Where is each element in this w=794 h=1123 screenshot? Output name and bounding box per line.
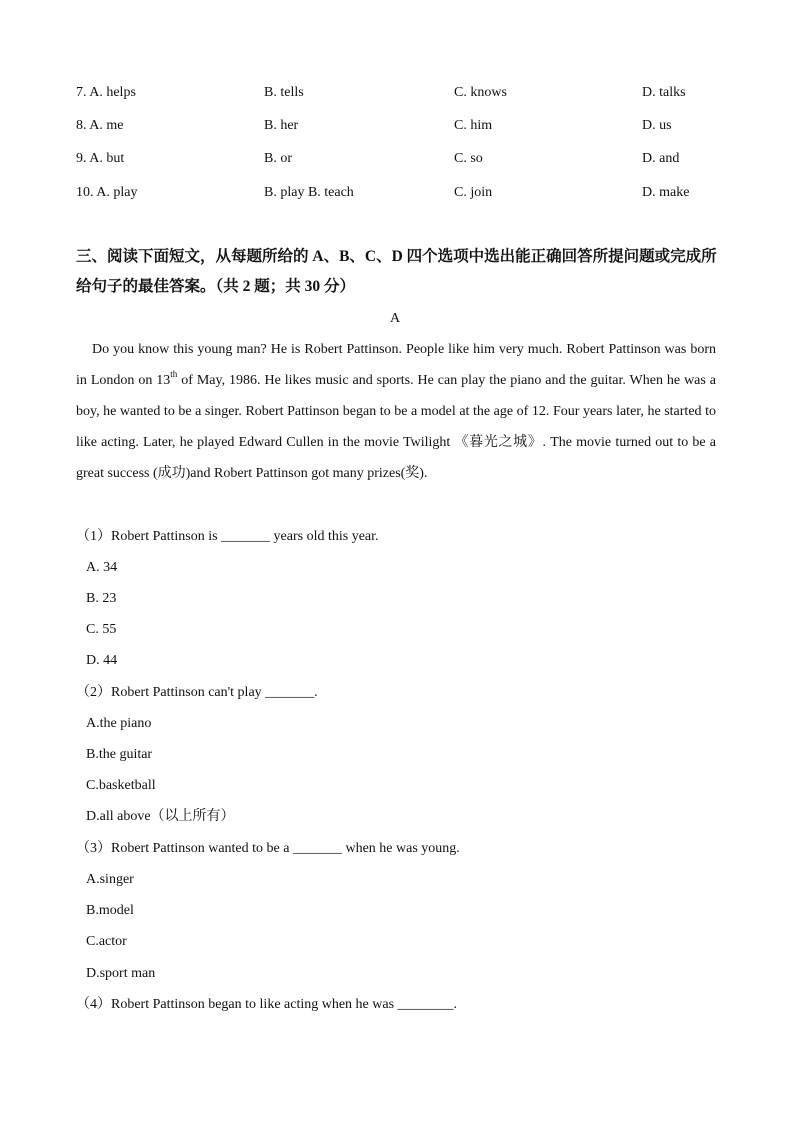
option-b: B. play B. teach — [264, 185, 354, 200]
option-d: D. us — [642, 118, 672, 133]
cloze-option-row — [76, 183, 736, 203]
option-d: D. make — [642, 185, 690, 200]
answer-option: B.the guitar — [86, 747, 153, 762]
passage-text: Do you know this young man? He is Robert Pattinson. People like him very much. Robert Pattinson was born in London on 13 — [76, 342, 716, 388]
option-b: B. tells — [264, 85, 304, 100]
option-a: 10. A. play — [76, 185, 138, 200]
answer-option: A.singer — [86, 872, 134, 887]
option-b: B. her — [264, 118, 299, 133]
question-stem: （4）Robert Pattinson began to like acting when he was ________. — [76, 997, 458, 1012]
option-d: D. and — [642, 151, 680, 166]
option-c: C. join — [454, 185, 493, 200]
answer-option: C.actor — [86, 934, 127, 949]
answer-option: D.all above（以上所有） — [86, 809, 235, 824]
answer-option: A. 34 — [86, 560, 118, 575]
question-stem: （2）Robert Pattinson can't play _______. — [76, 685, 318, 700]
question-stem: （1）Robert Pattinson is _______ years old this year. — [76, 529, 379, 544]
passage-letter: A — [390, 311, 401, 326]
option-a: 7. A. helps — [76, 85, 136, 100]
option-c: C. him — [454, 118, 493, 133]
cloze-option-row — [76, 149, 736, 169]
option-d: D. talks — [642, 85, 686, 100]
option-c: C. knows — [454, 85, 507, 100]
option-a: 8. A. me — [76, 118, 124, 133]
cloze-option-row — [76, 116, 736, 136]
section-heading: 三、阅读下面短文，从每题所给的 A、B、C、D 四个选项中选出能正确回答所提问题或完成所给句子的最佳答案。（共 2 题；共 30 分） — [76, 248, 717, 295]
option-a: 9. A. but — [76, 151, 125, 166]
answer-option: C. 55 — [86, 622, 117, 637]
answer-option: C.basketball — [86, 778, 156, 793]
answer-option: A.the piano — [86, 716, 152, 731]
passage-text: of May, 1986. He likes music and sports. He can play the piano and the guitar. When he was a boy, he wanted to be a singer. Robert Pattinson began to be a model at the age of 12. Four years later, he started to like acting. Later, he played Edward Cullen in the movie Twilight 《暮光之城》. The movie turned out to be a great success (成功)and Robert Pattinson got many prizes(奖). — [76, 373, 716, 481]
cloze-option-row — [76, 83, 736, 103]
option-b: B. or — [264, 151, 292, 166]
answer-option: B.model — [86, 903, 134, 918]
question-stem: （3）Robert Pattinson wanted to be a _______ when he was young. — [76, 841, 460, 856]
reading-passage — [76, 334, 716, 489]
answer-option: D. 44 — [86, 653, 118, 668]
answer-option: B. 23 — [86, 591, 117, 606]
option-c: C. so — [454, 151, 483, 166]
passage-superscript: th — [170, 369, 178, 380]
answer-option: D.sport man — [86, 966, 156, 981]
